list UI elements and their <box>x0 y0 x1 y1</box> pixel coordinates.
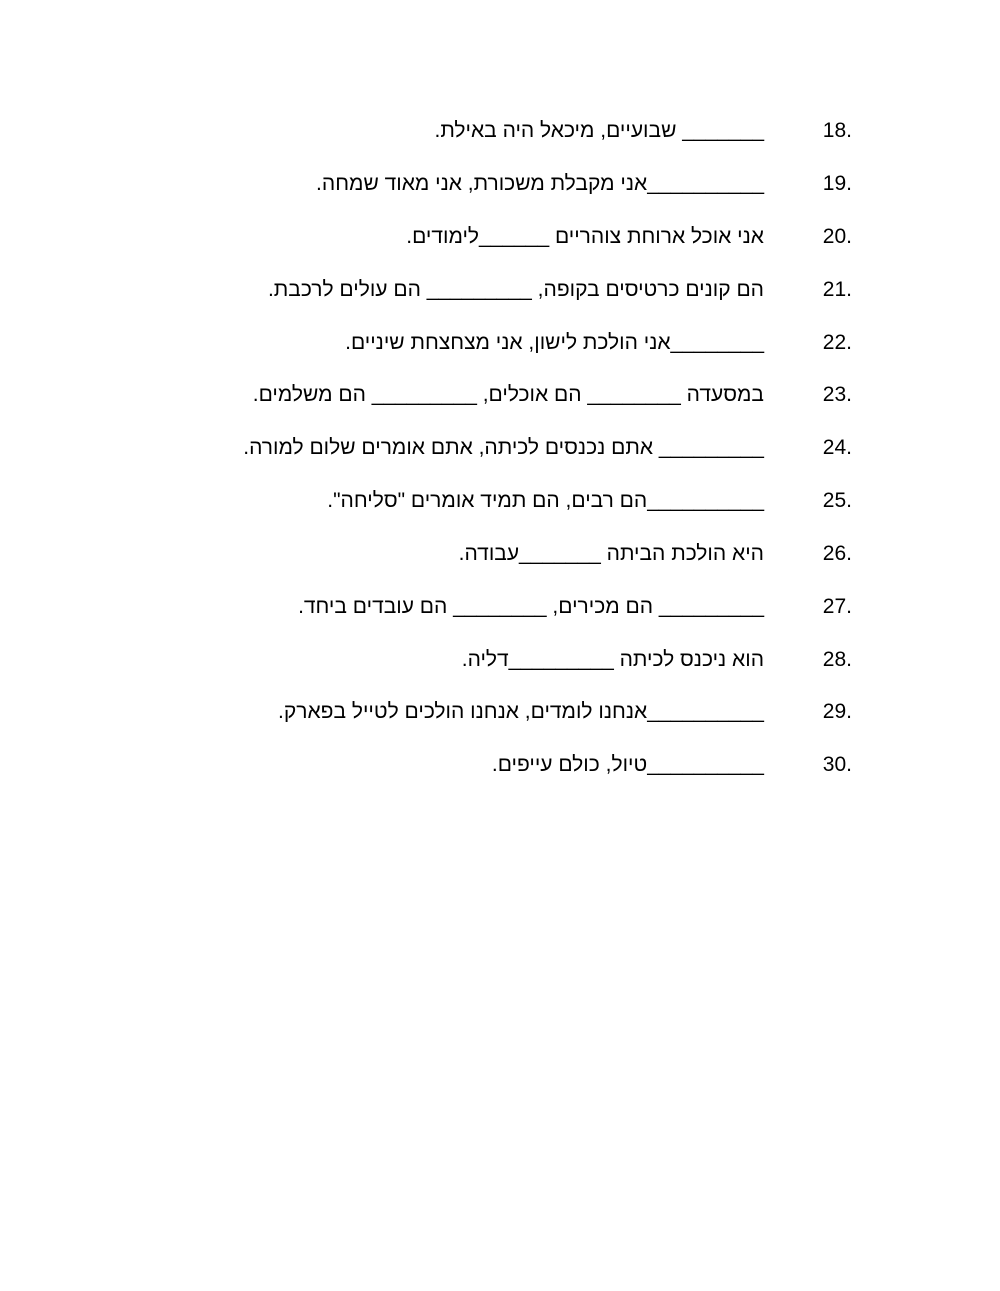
item-number: 30. <box>822 753 852 776</box>
item-number: 24. <box>822 436 852 459</box>
exercise-item <box>0 745 1000 785</box>
exercise-item <box>0 164 1000 204</box>
item-number: 18. <box>822 119 852 142</box>
exercise-item <box>0 270 1000 310</box>
item-number: 22. <box>822 331 852 354</box>
item-sentence: __________אני מקבלת משכורת, אני מאוד שמחה. <box>316 172 764 195</box>
item-number: 19. <box>822 172 852 195</box>
exercise-item <box>0 534 1000 574</box>
exercise-item <box>0 375 1000 415</box>
item-number: 25. <box>822 489 852 512</box>
item-sentence: __________הם רבים, הם תמיד אומרים "סליחה". <box>327 489 764 512</box>
item-number: 23. <box>822 383 852 406</box>
exercise-item <box>0 111 1000 151</box>
item-sentence: הם קונים כרטיסים בקופה, _________ הם עולים לרכבת. <box>267 278 764 301</box>
exercise-item <box>0 323 1000 363</box>
item-sentence: __________אנחנו לומדים, אנחנו הולכים לטייל בפארק. <box>278 700 764 723</box>
item-sentence: __________טיול, כולם עייפים. <box>491 753 764 776</box>
item-sentence: _________ אתם נכנסים לכיתה, אתם אומרים שלום למורה. <box>243 436 764 459</box>
exercise-item <box>0 481 1000 521</box>
item-sentence: _________ הם מכירים, ________ הם עובדים ביחד. <box>298 595 764 618</box>
item-sentence: היא הולכת הביתה _______עבודה. <box>458 542 764 565</box>
item-sentence: _______ שבועיים, מיכאל היה באילת. <box>434 119 764 142</box>
exercise-item <box>0 640 1000 680</box>
item-number: 27. <box>822 595 852 618</box>
item-sentence: ________אני הולכת לישון, אני מצחצחת שיניים. <box>345 331 764 354</box>
item-number: 21. <box>822 278 852 301</box>
exercise-item <box>0 692 1000 732</box>
item-number: 20. <box>822 225 852 248</box>
item-sentence: אני אוכל ארוחת צוהריים ______לימודים. <box>406 225 764 248</box>
exercise-item <box>0 587 1000 627</box>
item-number: 28. <box>822 648 852 671</box>
item-number: 26. <box>822 542 852 565</box>
exercise-item <box>0 428 1000 468</box>
item-number: 29. <box>822 700 852 723</box>
item-sentence: הוא ניכנס לכיתה _________דליה. <box>461 648 764 671</box>
exercise-item <box>0 217 1000 257</box>
item-sentence: במסעדה ________ הם אוכלים, _________ הם משלמים. <box>252 383 764 406</box>
